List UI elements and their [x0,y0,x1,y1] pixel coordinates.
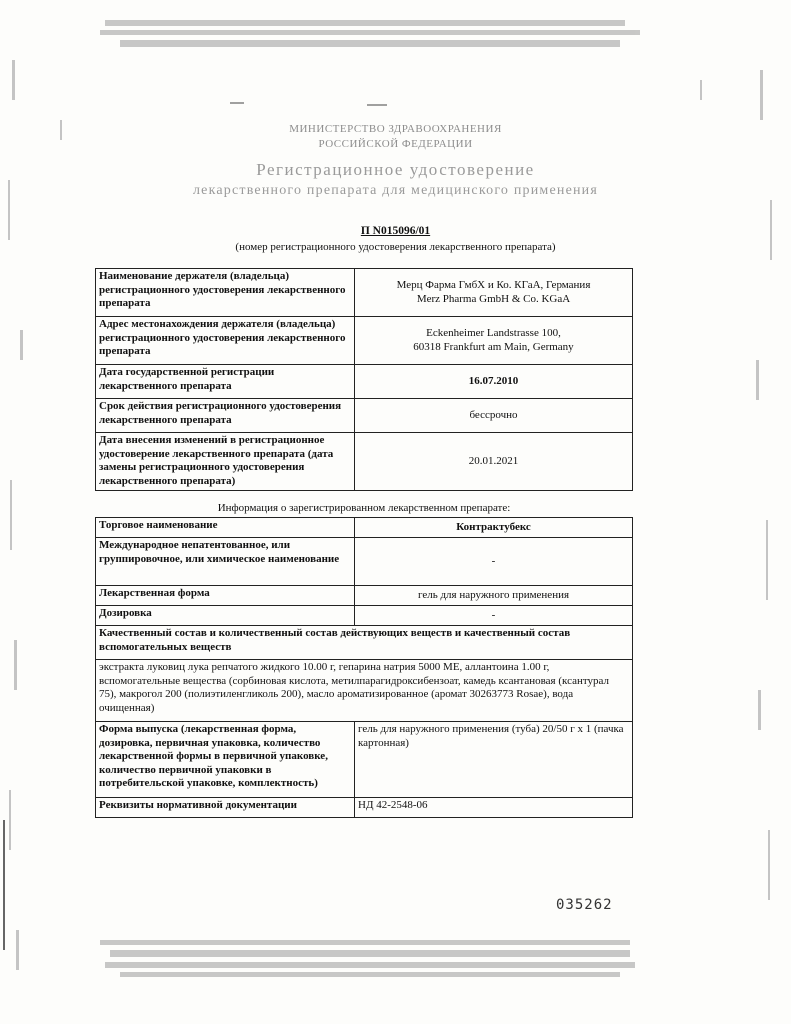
inn-label: Международное непатентованное, или группировочное, или химическое наименование [96,538,355,586]
table-row [96,722,633,798]
table-row [96,518,633,538]
validity-value: бессрочно [355,399,633,433]
registration-date-label: Дата государственной регистрации лекарственного препарата [96,365,355,399]
table-row [96,365,633,399]
package-label: Форма выпуска (лекарственная форма, дозировка, первичная упаковка, количество лекарственной формы в первичной упаковке, количество первичной упаковки в потребительской упаковке, комплектность) [96,722,355,798]
holder-address-label: Адрес местонахождения держателя (владельца) регистрационного удостоверения лекарственного препарата [96,317,355,365]
registration-number-caption: (номер регистрационного удостоверения лекарственного препарата) [235,241,556,253]
bottom-scan-strip [100,940,635,977]
ministry-line-1: МИНИСТЕРСТВО ЗДРАВООХРАНЕНИЯ [289,123,502,135]
document-subtitle: лекарственного препарата для медицинского применения [192,183,599,198]
ministry-line-2: РОССИЙСКОЙ ФЕДЕРАЦИИ [318,138,473,150]
table-row [96,399,633,433]
holder-name-en: Merz Pharma GmbH & Co. KGaA [416,292,571,305]
holder-name-value [355,269,633,317]
table-row [96,626,633,660]
holder-name-label: Наименование держателя (владельца) регистрационного удостоверения лекарственного препарата [96,269,355,317]
package-value: гель для наружного применения (туба) 20/50 г х 1 (пачка картонная) [355,722,633,798]
composition-label: Качественный состав и количественный состав действующих веществ и качественный состав вспомогательных веществ [96,626,633,660]
inn-value: - [355,538,633,586]
drug-info-table [95,517,633,818]
drug-info-caption: Информация о зарегистрированном лекарственном препарате: [217,502,511,514]
table-row [96,798,633,818]
table-row [96,538,633,586]
table-row [96,317,633,365]
change-date-label: Дата внесения изменений в регистрационное удостоверение лекарственного препарата (дата замены регистрационного удостоверения лекарственного препарата) [96,433,355,491]
normdoc-value: НД 42-2548-06 [355,798,633,818]
holder-name-ru: Мерц Фарма ГмбХ и Ко. КГаА, Германия [396,279,591,291]
dosage-form-value: гель для наружного применения [355,586,633,606]
table-row [96,606,633,626]
holder-address-line-2: 60318 Frankfurt am Main, Germany [413,340,574,353]
document-title: Регистрационное удостоверение [256,160,535,179]
dosage-value: - [355,606,633,626]
trade-name-value: Контрактубекс [355,518,633,538]
holder-address-value [355,317,633,365]
registration-number: П N015096/01 [360,225,431,237]
holder-address-line-1: Eckenheimer Landstrasse 100, [426,327,561,339]
dosage-form-label: Лекарственная форма [96,586,355,606]
trade-name-label: Торговое наименование [96,518,355,538]
table-row [96,269,633,317]
change-date-value: 20.01.2021 [355,433,633,491]
dosage-label: Дозировка [96,606,355,626]
holder-table [95,268,633,491]
table-row [96,586,633,606]
composition-value: экстракта луковиц лука репчатого жидкого 10.00 г, гепарина натрия 5000 МЕ, аллантоина 1.00 г, вспомогательные вещества (сорбиновая кислота, метилпарагидроксибензоат, камедь ксантановая (ксантурал 75), макрогол 200 (полиэтиленгликоль 200), масло ароматизированное (аромат 30263773 Rosae), вода очищенная) [96,660,633,722]
top-scan-strip [100,20,640,106]
validity-label: Срок действия регистрационного удостоверения лекарственного препарата [96,399,355,433]
table-row [96,660,633,722]
table-row [96,433,633,491]
normdoc-label: Реквизиты нормативной документации [96,798,355,818]
serial-number: 035262 [556,897,613,913]
registration-date-value: 16.07.2010 [355,365,633,399]
